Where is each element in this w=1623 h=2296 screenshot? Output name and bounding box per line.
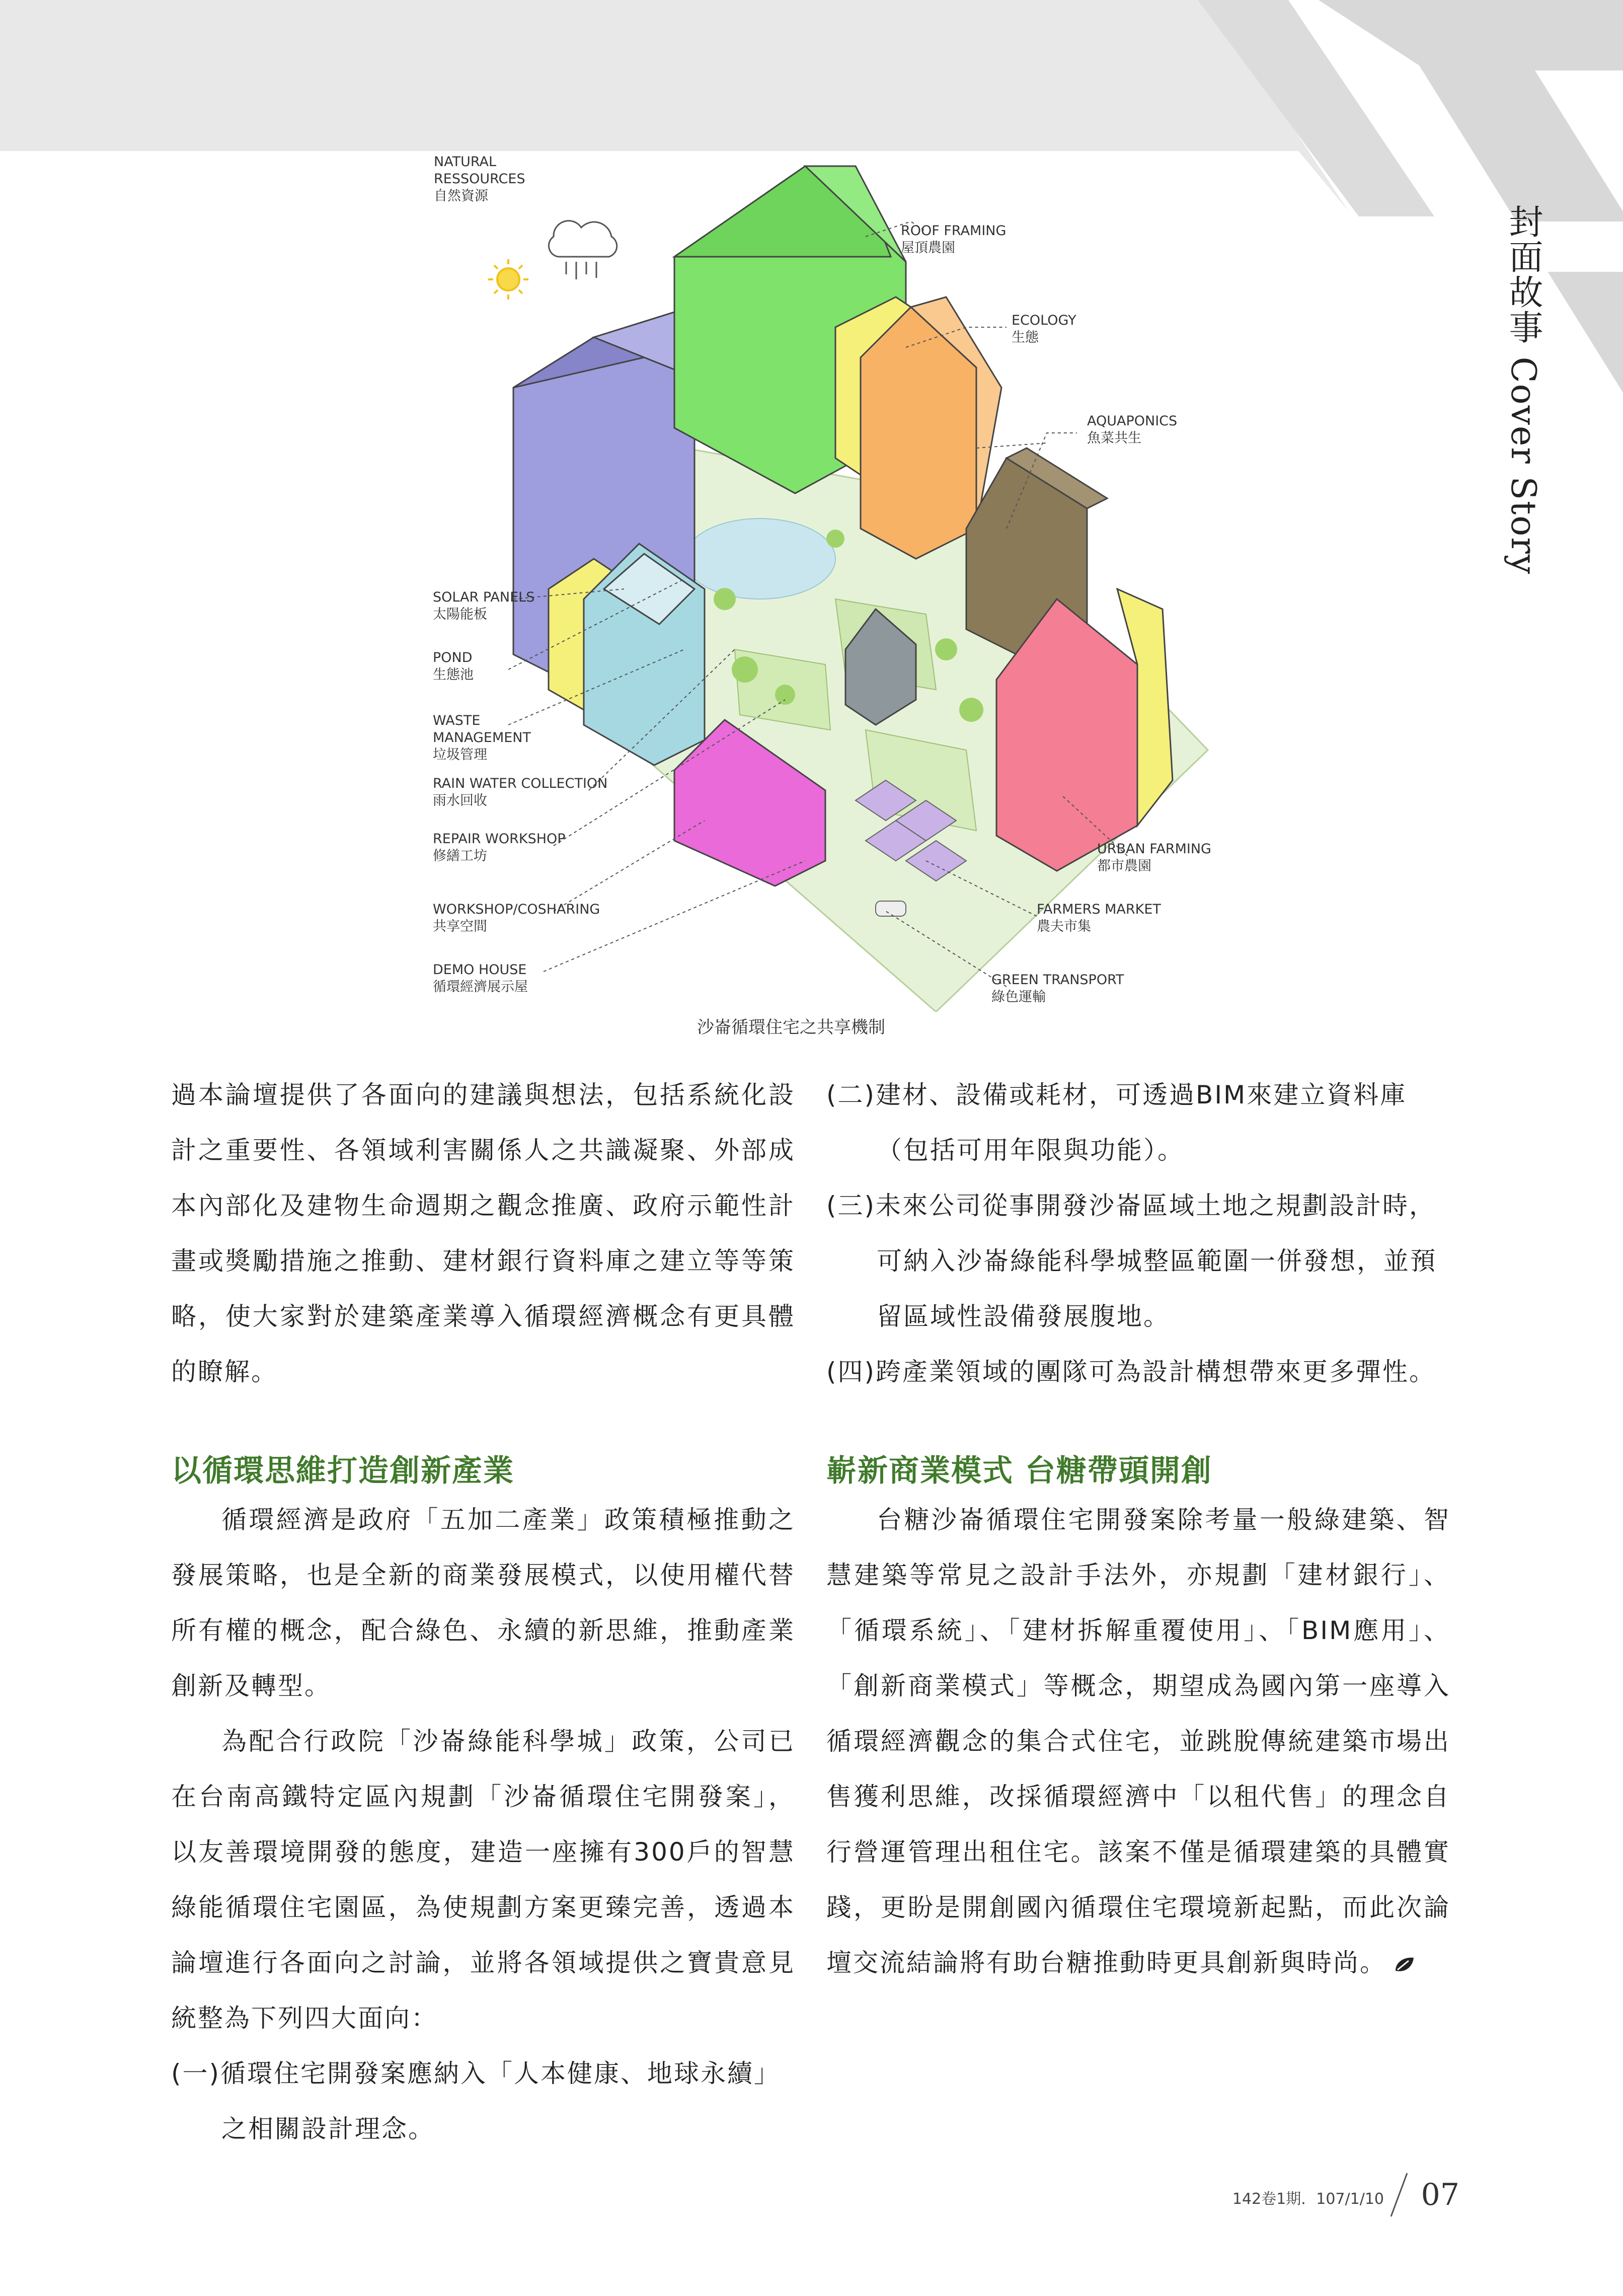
intro-paragraph: 過本論壇提供了各面向的建議與想法，包括系統化設計之重要性、各領域利害關係人之共識凝聚、外部成本內部化及建物生命週期之觀念推廣、政府示範性計畫或獎勵措施之推動、建材銀行資料庫之建立等等策略，使大家對於建築產業導入循環經濟概念有更具體的瞭解。 <box>171 1080 795 1386</box>
section-heading-innovation: 以循環思維打造創新產業 <box>171 1453 514 1489</box>
label-farmers-market: FARMERS MARKET 農夫市集 <box>1037 902 1161 934</box>
side-title-en: Cover Story <box>1503 356 1543 575</box>
section-side-title <box>1502 204 1548 575</box>
label-urban-farming: URBAN FARMING 都市農園 <box>1097 841 1211 874</box>
right-column <box>826 1067 1450 1990</box>
label-rain-water: RAIN WATER COLLECTION 雨水回收 <box>433 776 608 808</box>
label-repair-workshop: REPAIR WORKSHOP 修繕工坊 <box>433 831 566 864</box>
page-footer <box>1208 2177 1459 2217</box>
label-demo-house: DEMO HOUSE 循環經濟展示屋 <box>433 962 528 995</box>
paragraph-taisugar-text: 台糖沙崙循環住宅開發案除考量一般綠建築、智慧建築等常見之設計手法外，亦規劃「建材銀行」、「循環系統」、「建材拆解重覆使用」、「BIM應用」、「創新商業模式」等概念，期望成為國內第一座導入循環經濟觀念的集合式住宅，並跳脫傳統建築市場出售獲利思維，改採循環經濟中「以租代售」的理念自行營運管理出租住宅。該案不僅是循環建築的具體實踐，更盼是開創國內循環住宅環境新起點，而此次論壇交流結論將有助台糖推動時更具創新與時尚。 <box>826 1505 1450 1977</box>
section-heading-business-model: 嶄新商業模式 台糖帶頭開創 <box>826 1453 1212 1489</box>
label-solar-panels: SOLAR PANELS 太陽能板 <box>433 589 535 622</box>
pond <box>684 519 835 599</box>
isometric-illustration <box>423 146 1238 1012</box>
label-aquaponics: AQUAPONICS 魚菜共生 <box>1087 413 1178 446</box>
label-ecology: ECOLOGY 生態 <box>1012 313 1076 345</box>
label-green-transport: GREEN TRANSPORT 綠色運輸 <box>991 972 1124 1005</box>
label-pond: POND 生態池 <box>433 650 474 683</box>
side-title-zh: 封面故事 <box>1503 204 1543 345</box>
sun-icon <box>488 259 528 300</box>
paragraph-taisugar <box>826 1492 1450 1990</box>
list-item-4: (四)跨產業領域的團隊可為設計構想帶來更多彈性。 <box>826 1357 1436 1386</box>
list-item-1: (一)循環住宅開發案應納入「人本健康、地球永續」之相關設計理念。 <box>171 2059 781 2143</box>
issue-info: 142卷1期．107/1/10 <box>1232 2190 1384 2208</box>
footer-divider-slash <box>1389 2172 1409 2217</box>
cloud-rain-icon <box>549 221 616 279</box>
label-natural: NATURAL RESSOURCES 自然資源 <box>434 154 525 204</box>
circular-housing-diagram <box>423 146 1238 1012</box>
left-column <box>171 1067 795 2157</box>
paragraph-shalun-project: 為配合行政院「沙崙綠能科學城」政策，公司已在台南高鐵特定區內規劃「沙崙循環住宅開發案」，以友善環境開發的態度，建造一座擁有300戶的智慧綠能循環住宅園區，為使規劃方案更臻完善，透過本論壇進行各面向之討論，並將各領域提供之寶貴意見統整為下列四大面向： <box>171 1727 795 2033</box>
label-roof-framing: ROOF FRAMING 屋頂農園 <box>901 223 1007 256</box>
list-item-3: (三)未來公司從事開發沙崙區域土地之規劃設計時，可納入沙崙綠能科學城整區範圍一併發想，並預留區域性設備發展腹地。 <box>826 1191 1437 1331</box>
label-waste: WASTE MANAGEMENT 垃圾管理 <box>433 713 531 763</box>
green-transport-car <box>876 901 906 916</box>
label-workshop-cosharing: WORKSHOP/COSHARING 共享空間 <box>433 902 600 934</box>
list-item-2: (二)建材、設備或耗材，可透過BIM來建立資料庫（包括可用年限與功能）。 <box>826 1080 1407 1165</box>
diagram-caption: 沙崙循環住宅之共享機制 <box>697 1017 885 1038</box>
paragraph-circular-economy: 循環經濟是政府「五加二產業」政策積極推動之發展策略，也是全新的商業發展模式，以使用權代替所有權的概念，配合綠色、永續的新思維，推動產業創新及轉型。 <box>171 1505 795 1700</box>
end-mark-icon <box>1394 1956 1416 1974</box>
page-number: 07 <box>1421 2177 1459 2212</box>
